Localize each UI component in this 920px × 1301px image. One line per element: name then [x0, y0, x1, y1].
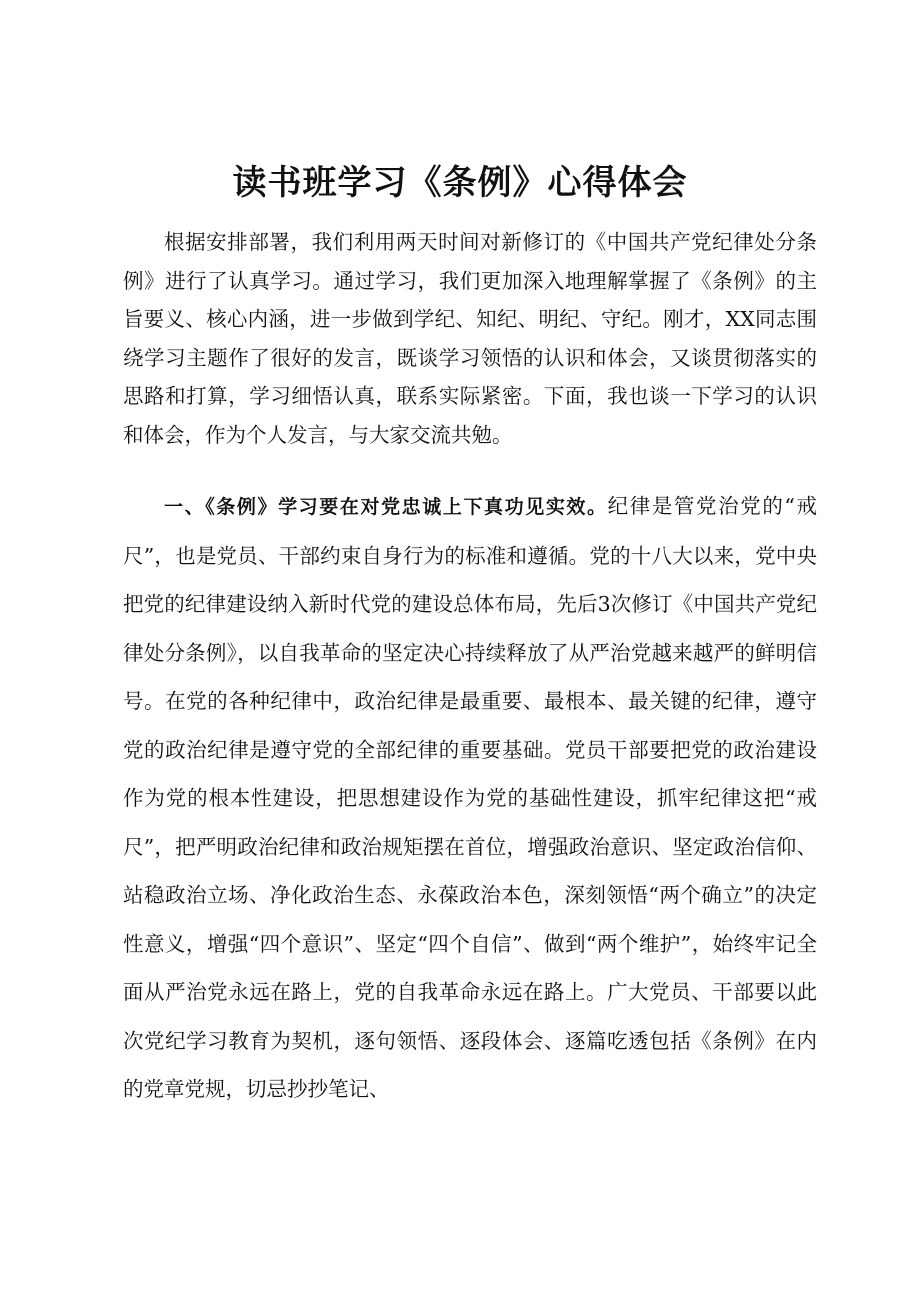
paragraph-intro-text: 根据安排部署，我们利用两天时间对新修订的《中国共产党纪律处分条例》进行了认真学习。通过学习，我们更加深入地理解掌握了《条例》的主旨要义、核心内涵，进一步做到学纪、知纪、明纪、守纪。刚才，XX同志围绕学习主题作了很好的发言，既谈学习领悟的认识和体会，又谈贯彻落实的思路和打算，学习细悟认真，联系实际紧密。下面，我也谈一下学习的认识和体会，作为个人发言，与大家交流共勉。	[123, 230, 817, 447]
section-one-heading: 一、《条例》学习要在对党忠诚上下真功见实效。	[164, 496, 608, 518]
document-title: 读书班学习《条例》心得体会	[232, 163, 688, 203]
paragraph-intro	[123, 223, 817, 454]
section-one-text: 纪律是管党治党的“戒尺”，也是党员、干部约束自身行为的标准和遵循。党的十八大以来，党中央把党的纪律建设纳入新时代党的建设总体布局，先后3次修订《中国共产党纪律处分条例》，以自我革命的坚定决心持续释放了从严治党越来越严的鲜明信号。在党的各种纪律中，政治纪律是最重要、最根本、最关键的纪律，遵守党的政治纪律是遵守党的全部纪律的重要基础。党员干部要把党的政治建设作为党的根本性建设，把思想建设作为党的基础性建设，抓牢纪律这把“戒尺”，把严明政治纪律和政治规矩摆在首位，增强政治意识、坚定政治信仰、站稳政治立场、净化政治生态、永葆政治本色，深刻领悟“两个确立”的决定性意义，增强“四个意识”、坚定“四个自信”、做到“两个维护”，始终牢记全面从严治党永远在路上，党的自我革命永远在路上。广大党员、干部要以此次党纪学习教育为契机，逐句领悟、逐段体会、逐篇吃透包括《条例》在内的党章党规，切忌抄抄笔记、	[123, 494, 817, 1101]
paragraph-section-one	[123, 482, 817, 1114]
